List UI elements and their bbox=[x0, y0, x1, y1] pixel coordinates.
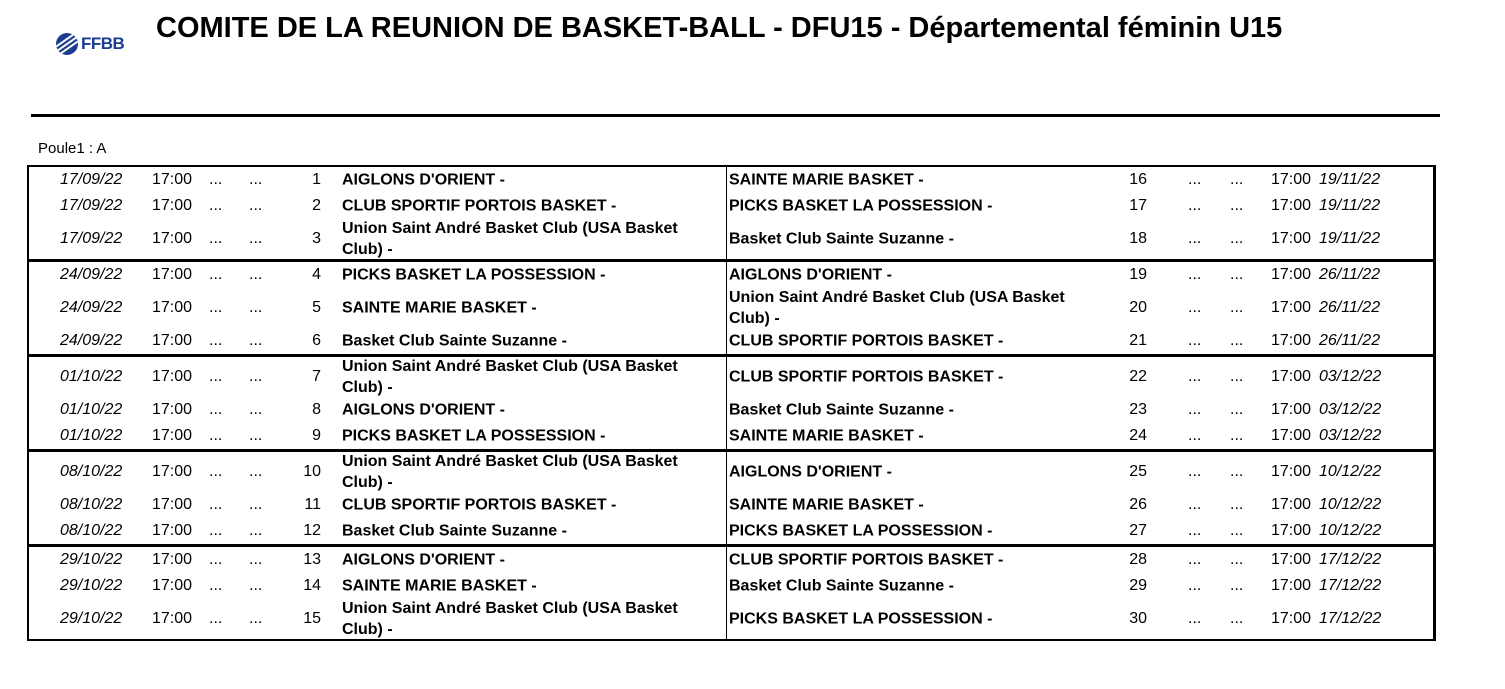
date-second-leg: 03/12/22 bbox=[1319, 368, 1382, 385]
match-number-first-leg: 4 bbox=[312, 266, 321, 283]
date-second-leg: 10/12/22 bbox=[1319, 463, 1382, 480]
score-away-first-leg: ... bbox=[249, 401, 263, 418]
score-home-first-leg: ... bbox=[209, 496, 223, 513]
time-second-leg: 17:00 bbox=[1271, 266, 1312, 283]
fixture-row bbox=[29, 599, 1433, 639]
time-first-leg: 17:00 bbox=[152, 197, 193, 214]
match-number-second-leg: 30 bbox=[1129, 610, 1147, 627]
score-away-second-leg: ... bbox=[1230, 463, 1244, 480]
home-team-first-leg: CLUB SPORTIF PORTOIS BASKET - bbox=[342, 197, 617, 215]
away-team-first-leg: CLUB SPORTIF PORTOIS BASKET - bbox=[729, 332, 1004, 350]
away-team-first-leg: CLUB SPORTIF PORTOIS BASKET - bbox=[729, 551, 1004, 569]
match-number-first-leg: 7 bbox=[312, 368, 321, 385]
score-away-first-leg: ... bbox=[249, 522, 263, 539]
score-home-second-leg: ... bbox=[1188, 496, 1202, 513]
time-first-leg: 17:00 bbox=[152, 427, 193, 444]
home-team-first-leg: Union Saint André Basket Club (USA Basket Club) - bbox=[342, 600, 678, 638]
fixture-row bbox=[29, 547, 1433, 573]
date-first-leg: 08/10/22 bbox=[60, 463, 123, 480]
time-first-leg: 17:00 bbox=[152, 230, 193, 247]
matchday-group bbox=[27, 544, 1436, 641]
time-second-leg: 17:00 bbox=[1271, 463, 1312, 480]
home-team-first-leg: CLUB SPORTIF PORTOIS BASKET - bbox=[342, 496, 617, 514]
match-number-second-leg: 24 bbox=[1129, 427, 1147, 444]
match-number-second-leg: 19 bbox=[1129, 266, 1147, 283]
score-away-second-leg: ... bbox=[1230, 610, 1244, 627]
matchday-group bbox=[27, 259, 1436, 356]
match-number-second-leg: 21 bbox=[1129, 332, 1147, 349]
fixture-row bbox=[29, 492, 1433, 518]
score-away-second-leg: ... bbox=[1230, 496, 1244, 513]
time-second-leg: 17:00 bbox=[1271, 551, 1312, 568]
match-number-first-leg: 11 bbox=[304, 496, 321, 513]
score-away-first-leg: ... bbox=[249, 197, 263, 214]
poule-label: Poule1 : A bbox=[38, 140, 107, 157]
fixture-row bbox=[29, 518, 1433, 544]
score-home-first-leg: ... bbox=[209, 401, 223, 418]
match-number-first-leg: 15 bbox=[303, 610, 321, 627]
score-home-first-leg: ... bbox=[209, 551, 223, 568]
score-home-second-leg: ... bbox=[1188, 266, 1202, 283]
score-home-first-leg: ... bbox=[209, 197, 223, 214]
away-team-first-leg: Basket Club Sainte Suzanne - bbox=[729, 577, 954, 595]
date-second-leg: 17/12/22 bbox=[1319, 577, 1382, 594]
date-first-leg: 01/10/22 bbox=[60, 401, 123, 418]
date-first-leg: 01/10/22 bbox=[60, 368, 123, 385]
away-team-first-leg: Basket Club Sainte Suzanne - bbox=[729, 401, 954, 419]
match-number-second-leg: 29 bbox=[1129, 577, 1147, 594]
match-number-first-leg: 3 bbox=[312, 230, 321, 247]
time-first-leg: 17:00 bbox=[152, 299, 193, 316]
time-first-leg: 17:00 bbox=[152, 522, 193, 539]
score-away-first-leg: ... bbox=[249, 610, 263, 627]
score-away-first-leg: ... bbox=[249, 368, 263, 385]
score-away-first-leg: ... bbox=[249, 551, 263, 568]
time-first-leg: 17:00 bbox=[152, 171, 193, 188]
match-number-second-leg: 26 bbox=[1129, 496, 1147, 513]
home-team-first-leg: AIGLONS D'ORIENT - bbox=[342, 401, 505, 419]
away-team-first-leg: SAINTE MARIE BASKET - bbox=[729, 171, 924, 189]
score-away-first-leg: ... bbox=[249, 577, 263, 594]
time-second-leg: 17:00 bbox=[1271, 230, 1312, 247]
date-second-leg: 26/11/22 bbox=[1319, 332, 1381, 349]
basketball-icon bbox=[56, 33, 78, 55]
score-home-first-leg: ... bbox=[209, 427, 223, 444]
match-number-first-leg: 14 bbox=[303, 577, 321, 594]
score-home-first-leg: ... bbox=[209, 463, 223, 480]
score-home-second-leg: ... bbox=[1188, 577, 1202, 594]
score-away-second-leg: ... bbox=[1230, 427, 1244, 444]
score-home-second-leg: ... bbox=[1188, 368, 1202, 385]
date-second-leg: 26/11/22 bbox=[1319, 266, 1381, 283]
time-first-leg: 17:00 bbox=[152, 610, 193, 627]
fixture-row bbox=[29, 288, 1433, 328]
date-first-leg: 24/09/22 bbox=[60, 332, 123, 349]
home-team-first-leg: PICKS BASKET LA POSSESSION - bbox=[342, 427, 606, 445]
fixture-row bbox=[29, 193, 1433, 219]
date-second-leg: 10/12/22 bbox=[1319, 522, 1382, 539]
time-second-leg: 17:00 bbox=[1271, 610, 1312, 627]
match-number-second-leg: 16 bbox=[1129, 171, 1147, 188]
home-team-first-leg: Union Saint André Basket Club (USA Basket Club) - bbox=[342, 358, 678, 396]
fixtures-table bbox=[27, 165, 1436, 639]
match-number-first-leg: 2 bbox=[312, 197, 321, 214]
score-away-second-leg: ... bbox=[1230, 299, 1244, 316]
score-home-first-leg: ... bbox=[209, 230, 223, 247]
logo-text: FFBB bbox=[81, 34, 125, 53]
time-second-leg: 17:00 bbox=[1271, 522, 1312, 539]
fixture-row bbox=[29, 397, 1433, 423]
date-first-leg: 24/09/22 bbox=[60, 266, 123, 283]
fixture-row bbox=[29, 573, 1433, 599]
score-away-second-leg: ... bbox=[1230, 230, 1244, 247]
match-number-second-leg: 18 bbox=[1129, 230, 1147, 247]
matchday-group bbox=[27, 165, 1436, 261]
away-team-first-leg: AIGLONS D'ORIENT - bbox=[729, 463, 892, 481]
home-team-first-leg: AIGLONS D'ORIENT - bbox=[342, 551, 505, 569]
time-second-leg: 17:00 bbox=[1271, 332, 1312, 349]
score-home-second-leg: ... bbox=[1188, 197, 1202, 214]
away-team-first-leg: PICKS BASKET LA POSSESSION - bbox=[729, 197, 993, 215]
date-first-leg: 17/09/22 bbox=[60, 230, 123, 247]
time-second-leg: 17:00 bbox=[1271, 496, 1312, 513]
date-second-leg: 17/12/22 bbox=[1319, 551, 1382, 568]
score-away-first-leg: ... bbox=[249, 496, 263, 513]
date-first-leg: 17/09/22 bbox=[60, 171, 123, 188]
score-away-first-leg: ... bbox=[249, 299, 263, 316]
time-second-leg: 17:00 bbox=[1271, 299, 1312, 316]
match-number-first-leg: 13 bbox=[303, 551, 321, 568]
date-second-leg: 03/12/22 bbox=[1319, 401, 1382, 418]
time-first-leg: 17:00 bbox=[152, 463, 193, 480]
time-first-leg: 17:00 bbox=[152, 551, 193, 568]
score-away-first-leg: ... bbox=[249, 230, 263, 247]
score-home-second-leg: ... bbox=[1188, 427, 1202, 444]
fixture-row bbox=[29, 328, 1433, 354]
date-first-leg: 29/10/22 bbox=[60, 551, 123, 568]
match-number-first-leg: 10 bbox=[303, 463, 321, 480]
time-second-leg: 17:00 bbox=[1271, 368, 1312, 385]
score-away-first-leg: ... bbox=[249, 427, 263, 444]
match-number-first-leg: 8 bbox=[312, 401, 321, 418]
score-away-second-leg: ... bbox=[1230, 577, 1244, 594]
home-team-first-leg: Basket Club Sainte Suzanne - bbox=[342, 332, 567, 350]
title-divider bbox=[31, 114, 1440, 117]
match-number-second-leg: 23 bbox=[1129, 401, 1147, 418]
score-home-first-leg: ... bbox=[209, 522, 223, 539]
home-team-first-leg: SAINTE MARIE BASKET - bbox=[342, 577, 537, 595]
ffbb-logo bbox=[56, 31, 132, 61]
score-home-second-leg: ... bbox=[1188, 299, 1202, 316]
score-home-second-leg: ... bbox=[1188, 551, 1202, 568]
home-team-first-leg: Union Saint André Basket Club (USA Basket Club) - bbox=[342, 220, 678, 258]
page-title: COMITE DE LA REUNION DE BASKET-BALL - DFU15 - Départemental féminin U15 bbox=[156, 12, 1283, 44]
fixture-row bbox=[29, 167, 1433, 193]
match-number-first-leg: 1 bbox=[312, 171, 321, 188]
score-home-first-leg: ... bbox=[209, 577, 223, 594]
away-team-first-leg: Union Saint André Basket Club (USA Basket Club) - bbox=[729, 289, 1065, 327]
score-home-first-leg: ... bbox=[209, 266, 223, 283]
score-home-second-leg: ... bbox=[1188, 522, 1202, 539]
away-team-first-leg: SAINTE MARIE BASKET - bbox=[729, 427, 924, 445]
time-first-leg: 17:00 bbox=[152, 266, 193, 283]
match-number-second-leg: 27 bbox=[1129, 522, 1147, 539]
match-number-second-leg: 28 bbox=[1129, 551, 1147, 568]
match-number-first-leg: 12 bbox=[303, 522, 321, 539]
time-first-leg: 17:00 bbox=[152, 496, 193, 513]
time-second-leg: 17:00 bbox=[1271, 427, 1312, 444]
score-away-first-leg: ... bbox=[249, 266, 263, 283]
home-team-first-leg: Basket Club Sainte Suzanne - bbox=[342, 522, 567, 540]
time-second-leg: 17:00 bbox=[1271, 197, 1312, 214]
score-home-second-leg: ... bbox=[1188, 230, 1202, 247]
score-home-first-leg: ... bbox=[209, 332, 223, 349]
date-first-leg: 08/10/22 bbox=[60, 496, 123, 513]
fixture-row bbox=[29, 262, 1433, 288]
date-second-leg: 10/12/22 bbox=[1319, 496, 1382, 513]
away-team-first-leg: PICKS BASKET LA POSSESSION - bbox=[729, 610, 993, 628]
date-first-leg: 29/10/22 bbox=[60, 577, 123, 594]
score-home-second-leg: ... bbox=[1188, 171, 1202, 188]
score-away-second-leg: ... bbox=[1230, 368, 1244, 385]
match-number-first-leg: 6 bbox=[312, 332, 321, 349]
score-home-second-leg: ... bbox=[1188, 463, 1202, 480]
match-number-second-leg: 17 bbox=[1129, 197, 1147, 214]
matchday-group bbox=[27, 449, 1436, 546]
score-away-first-leg: ... bbox=[249, 463, 263, 480]
score-home-second-leg: ... bbox=[1188, 610, 1202, 627]
time-first-leg: 17:00 bbox=[152, 332, 193, 349]
score-home-second-leg: ... bbox=[1188, 332, 1202, 349]
matchday-group bbox=[27, 354, 1436, 451]
score-away-second-leg: ... bbox=[1230, 266, 1244, 283]
score-away-second-leg: ... bbox=[1230, 522, 1244, 539]
match-number-first-leg: 5 bbox=[312, 299, 321, 316]
match-number-second-leg: 20 bbox=[1129, 299, 1147, 316]
date-second-leg: 19/11/22 bbox=[1319, 171, 1381, 188]
fixture-row bbox=[29, 423, 1433, 449]
score-home-first-leg: ... bbox=[209, 299, 223, 316]
date-second-leg: 03/12/22 bbox=[1319, 427, 1382, 444]
match-number-second-leg: 22 bbox=[1129, 368, 1147, 385]
home-team-first-leg: Union Saint André Basket Club (USA Basket Club) - bbox=[342, 453, 678, 491]
home-team-first-leg: SAINTE MARIE BASKET - bbox=[342, 299, 537, 317]
score-away-first-leg: ... bbox=[249, 332, 263, 349]
time-second-leg: 17:00 bbox=[1271, 577, 1312, 594]
score-away-second-leg: ... bbox=[1230, 332, 1244, 349]
score-home-first-leg: ... bbox=[209, 368, 223, 385]
away-team-first-leg: Basket Club Sainte Suzanne - bbox=[729, 230, 954, 248]
match-number-first-leg: 9 bbox=[312, 427, 321, 444]
fixture-row bbox=[29, 219, 1433, 259]
score-away-second-leg: ... bbox=[1230, 401, 1244, 418]
fixture-row bbox=[29, 452, 1433, 492]
fixture-row bbox=[29, 357, 1433, 397]
match-number-second-leg: 25 bbox=[1129, 463, 1147, 480]
time-second-leg: 17:00 bbox=[1271, 401, 1312, 418]
date-first-leg: 17/09/22 bbox=[60, 197, 123, 214]
time-second-leg: 17:00 bbox=[1271, 171, 1312, 188]
date-first-leg: 29/10/22 bbox=[60, 610, 123, 627]
date-first-leg: 24/09/22 bbox=[60, 299, 123, 316]
away-team-first-leg: SAINTE MARIE BASKET - bbox=[729, 496, 924, 514]
away-team-first-leg: CLUB SPORTIF PORTOIS BASKET - bbox=[729, 368, 1004, 386]
date-second-leg: 17/12/22 bbox=[1319, 610, 1382, 627]
away-team-first-leg: PICKS BASKET LA POSSESSION - bbox=[729, 522, 993, 540]
date-second-leg: 19/11/22 bbox=[1319, 230, 1381, 247]
date-second-leg: 19/11/22 bbox=[1319, 197, 1381, 214]
date-second-leg: 26/11/22 bbox=[1319, 299, 1381, 316]
home-team-first-leg: AIGLONS D'ORIENT - bbox=[342, 171, 505, 189]
time-first-leg: 17:00 bbox=[152, 368, 193, 385]
time-first-leg: 17:00 bbox=[152, 401, 193, 418]
date-first-leg: 08/10/22 bbox=[60, 522, 123, 539]
score-away-second-leg: ... bbox=[1230, 551, 1244, 568]
score-away-second-leg: ... bbox=[1230, 171, 1244, 188]
home-team-first-leg: PICKS BASKET LA POSSESSION - bbox=[342, 266, 606, 284]
time-first-leg: 17:00 bbox=[152, 577, 193, 594]
score-away-second-leg: ... bbox=[1230, 197, 1244, 214]
date-first-leg: 01/10/22 bbox=[60, 427, 123, 444]
score-away-first-leg: ... bbox=[249, 171, 263, 188]
score-home-first-leg: ... bbox=[209, 610, 223, 627]
score-home-first-leg: ... bbox=[209, 171, 223, 188]
away-team-first-leg: AIGLONS D'ORIENT - bbox=[729, 266, 892, 284]
score-home-second-leg: ... bbox=[1188, 401, 1202, 418]
